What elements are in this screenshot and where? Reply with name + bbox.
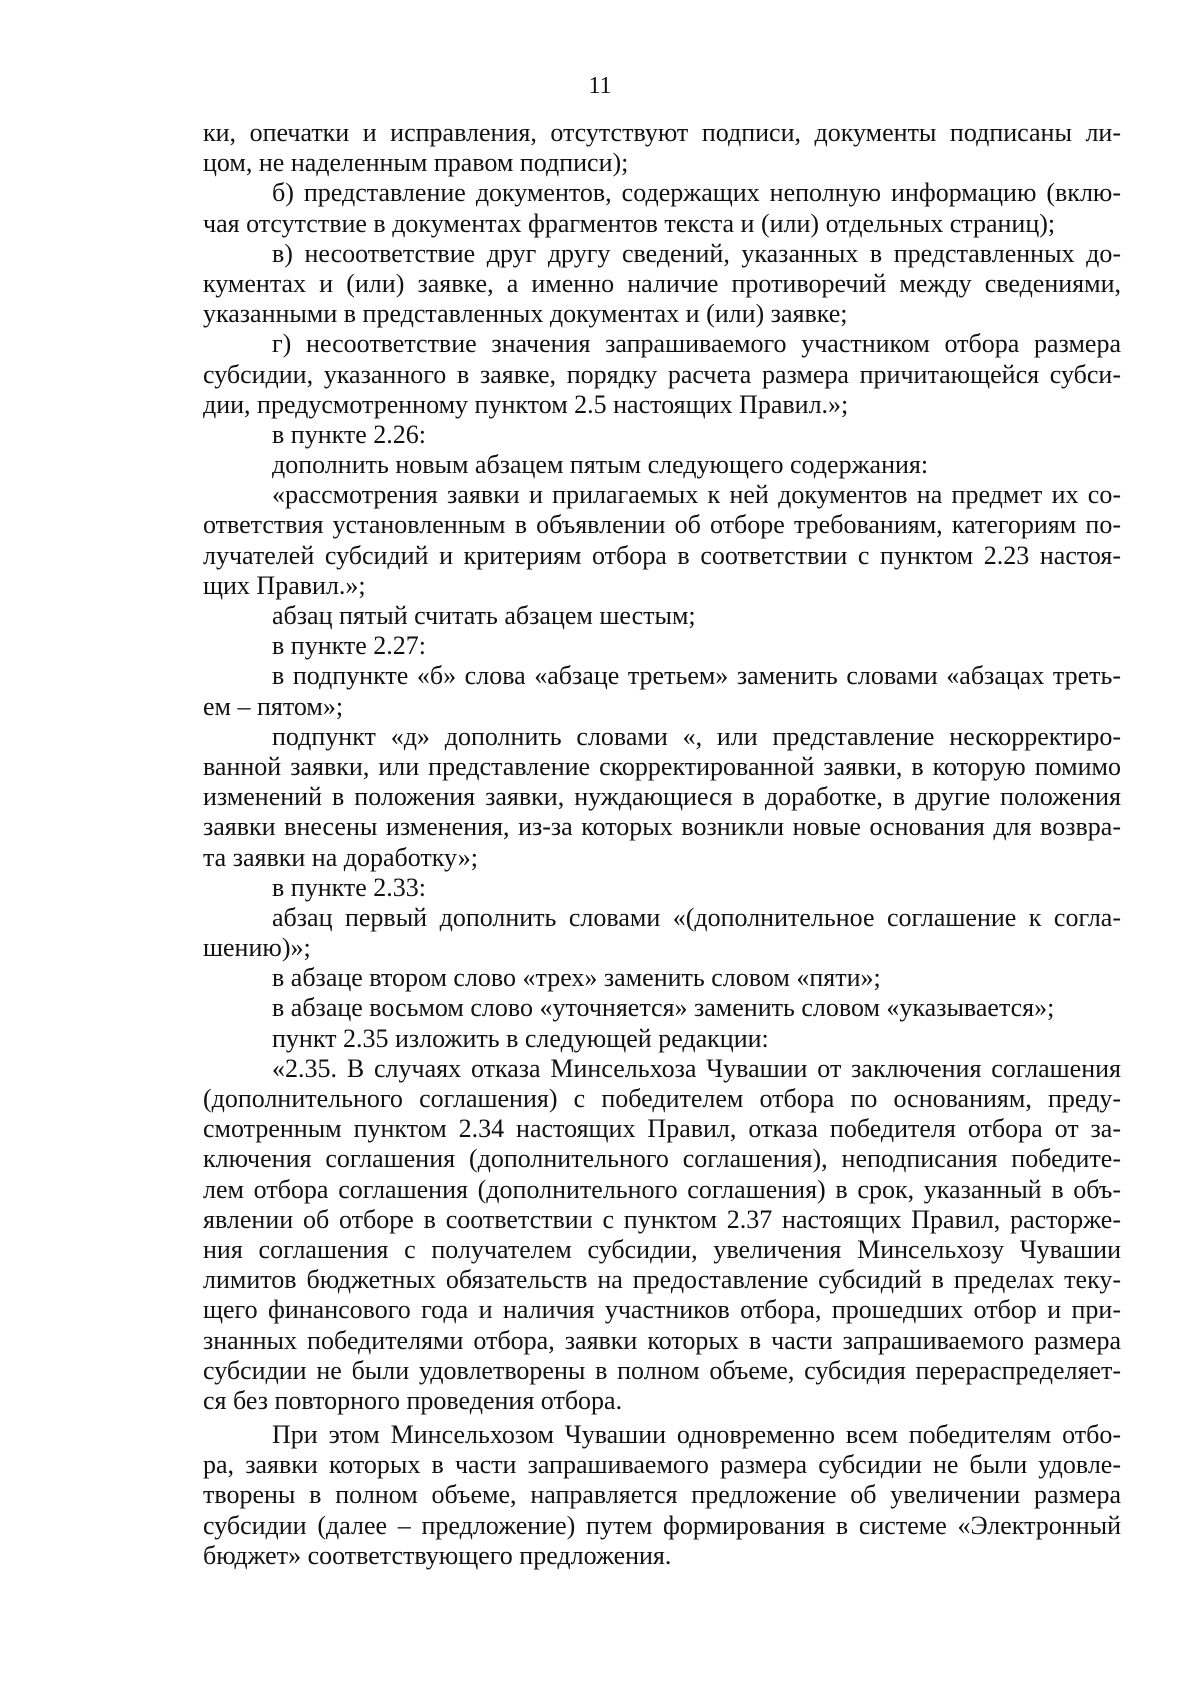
- text-line: лем отбора соглашения (дополнительного соглашения) в срок, указанный в объ-: [203, 1174, 1121, 1204]
- text-line: явлении об отборе в соответствии с пунктом 2.37 настоящих Правил, расторже-: [203, 1204, 1121, 1234]
- text-line: ра, заявки которых в части запрашиваемого размера субсидии не были удовле-: [203, 1450, 1121, 1480]
- text-line: ответствия установленным в объявлении об отборе требованиям, категориям по-: [203, 510, 1121, 540]
- text-line: заявки внесены изменения, из-за которых возникли новые основания для возвра-: [203, 812, 1121, 842]
- text-line: смотренным пунктом 2.34 настоящих Правил, отказа победителя отбора от за-: [203, 1114, 1121, 1144]
- text-line: абзац пятый считать абзацем шестым;: [272, 601, 696, 630]
- text-line: изменений в положения заявки, нуждающиеся в доработке, в другие положения: [203, 782, 1121, 812]
- text-line: абзац первый дополнить словами «(дополнительное соглашение к согла-: [272, 902, 1121, 932]
- text-line: дополнить новым абзацем пятым следующего содержания:: [272, 450, 929, 480]
- text-line: лучателей субсидий и критериям отбора в соответствии с пунктом 2.23 настоя-: [203, 540, 1121, 570]
- text-line: дии, предусмотренному пунктом 2.5 настоящих Правил.»;: [203, 389, 849, 419]
- text-line: в) несоответствие друг другу сведений, указанных в представленных до-: [272, 238, 1121, 268]
- text-line: ся без повторного проведения отбора.: [203, 1385, 623, 1415]
- text-line: пункт 2.35 изложить в следующей редакции:: [272, 1023, 769, 1053]
- text-line: шению)»;: [203, 933, 311, 963]
- text-line: «рассмотрения заявки и прилагаемых к ней документов на предмет их со-: [272, 480, 1121, 510]
- text-line: в пункте 2.27:: [272, 631, 427, 661]
- text-line: подпункт «д» дополнить словами «, или представление нескорректиро-: [272, 721, 1121, 751]
- text-line: г) несоответствие значения запрашиваемого участником отбора размера: [272, 329, 1121, 359]
- text-line: щего финансового года и наличия участников отбора, прошедших отбор и при-: [203, 1295, 1121, 1325]
- text-line: в абзаце восьмом слово «уточняется» заменить словом «указывается»;: [272, 993, 1055, 1023]
- text-line: ванной заявки, или представление скорректированной заявки, в которую помимо: [203, 751, 1121, 781]
- text-line: субсидии (далее – предложение) путем формирования в системе «Электронный: [203, 1510, 1121, 1540]
- text-line: в пункте 2.33:: [272, 872, 427, 902]
- text-line: бюджет» соответствующего предложения.: [203, 1540, 672, 1570]
- text-line: в подпункте «б» слова «абзаце третьем» заменить словами «абзацах треть-: [272, 661, 1121, 691]
- document-body: [203, 118, 1121, 1571]
- page-number: 11: [588, 73, 612, 99]
- text-line: б) представление документов, содержащих неполную информацию (вклю-: [272, 178, 1121, 208]
- text-line: ния соглашения с получателем субсидии, увеличения Минсельхозу Чувашии: [203, 1234, 1121, 1264]
- text-line: лимитов бюджетных обязательств на предоставление субсидий в пределах теку-: [203, 1265, 1121, 1295]
- text-line: в пункте 2.26:: [272, 419, 427, 449]
- text-line: творены в полном объеме, направляется предложение об увеличении размера: [203, 1480, 1121, 1510]
- text-line: указанными в представленных документах и (или) заявке;: [203, 299, 848, 329]
- text-line: «2.35. В случаях отказа Минсельхоза Чувашии от заключения соглашения: [272, 1053, 1121, 1083]
- text-line: чая отсутствие в документах фрагментов текста и (или) отдельных страниц);: [203, 208, 1056, 238]
- text-line: (дополнительного соглашения) с победителем отбора по основаниям, преду-: [203, 1084, 1121, 1113]
- text-line: субсидии не были удовлетворены в полном объеме, субсидия перераспределяет-: [203, 1355, 1121, 1385]
- text-line: ки, опечатки и исправления, отсутствуют подписи, документы подписаны ли-: [203, 118, 1121, 147]
- text-line: цом, не наделенным правом подписи);: [203, 148, 629, 178]
- text-line: ключения соглашения (дополнительного соглашения), неподписания победите-: [203, 1144, 1121, 1174]
- text-line: знанных победителями отбора, заявки которых в части запрашиваемого размера: [203, 1325, 1121, 1355]
- text-line: щих Правил.»;: [203, 570, 366, 600]
- text-line: кументах и (или) заявке, а именно наличие противоречий между сведениями,: [203, 268, 1121, 298]
- text-line: При этом Минсельхозом Чувашии одновременно всем победителям отбо-: [272, 1420, 1121, 1450]
- text-line: в абзаце втором слово «трех» заменить словом «пяти»;: [272, 963, 881, 993]
- text-line: субсидии, указанного в заявке, порядку расчета размера причитающейся субси-: [203, 359, 1121, 389]
- text-line: ем – пятом»;: [203, 691, 344, 721]
- text-line: та заявки на доработку»;: [203, 842, 478, 872]
